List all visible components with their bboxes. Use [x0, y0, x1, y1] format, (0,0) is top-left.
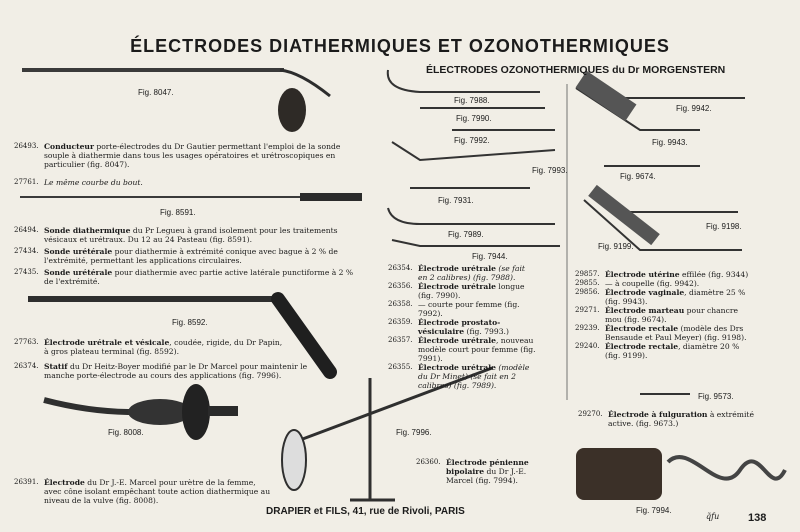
instrument-7994 — [576, 448, 785, 500]
fig-label-8591: Fig. 8591. — [160, 208, 196, 217]
fig-label-7944: Fig. 7944. — [472, 252, 508, 261]
publisher-mark: q̃fu — [706, 512, 720, 521]
fig-label-8008: Fig. 8008. — [108, 428, 144, 437]
desc-26374: 26374. Statif du Dr Heitz-Boyer modifié par le Dr Marcel pour maintenir le manche porte-électrode au cours des applications (fig. 7996). — [14, 362, 308, 380]
desc-27763: 27763. Électrode urétrale et vésicale, coudée, rigide, du Dr Papin, à gros plateau terminal (fig. 8592). — [14, 338, 283, 356]
desc-27761: 27761. Le même courbe du bout. — [14, 178, 143, 187]
section-subtitle: ÉLECTRODES OZONOTHERMIQUES du Dr MORGENSTERN — [426, 64, 726, 76]
fig-label-7994: Fig. 7994. — [636, 506, 672, 515]
page-title: ÉLECTRODES DIATHERMIQUES ET OZONOTHERMIQUES — [130, 36, 670, 56]
fig-label-9198: Fig. 9198. — [706, 222, 742, 231]
fig-label-7988: Fig. 7988. — [454, 96, 490, 105]
fig-label-7989: Fig. 7989. — [448, 230, 484, 239]
desc-27435: 27435. Sonde urétérale pour diathermie avec partie active latérale punctiforme à 2 % de l'extrémité. — [14, 268, 354, 286]
fig-label-7931: Fig. 7931. — [438, 196, 474, 205]
desc-26494: 26494. Sonde diathermique du Pr Legueu à grand isolement pour les traitements vésicaux et urétraux. Du 12 au 24 Pasteau (fig. 8591). — [14, 226, 338, 244]
desc-middle-list: 26354. Électrode urétrale (se fait en 2 calibres) (fig. 7988). 26356. Électrode urétrale longue (fig. 7990). 26358. — courte pour femme (fig. 7992). 26359. Électrode prostato-vésiculaire (fig. 7993.) 26357. Électrode urétrale, nouveau modèle court pour femme (fig. 7991). 26355. Électrode urétrale (modèle du Dr Minet) (se fait en 2 calibres) (fig. 7989). — [388, 264, 536, 390]
desc-26360: 26360. Électrode pénienne bipolaire du Dr J.-E. Marcel (fig. 7994). — [416, 458, 529, 485]
instrument-9943-pad — [576, 71, 637, 121]
fig-label-9674: Fig. 9674. — [620, 172, 656, 181]
desc-26391: 26391. Électrode du Dr J.-E. Marcel pour urètre de la femme, avec cône isolant empêchant toute action diathermique au niveau de la vulve (fig. 8008). — [14, 478, 271, 505]
fig-label-9943: Fig. 9943. — [652, 138, 688, 147]
desc-29270: 29270. Électrode à fulguration à extrémité active. (fig. 9673.) — [578, 410, 754, 428]
desc-27434: 27434. Sonde urétérale pour diathermie à extrémité conique avec bague à 2 % de l'extrémité, permettant les applications circulaires. — [14, 247, 338, 265]
fig-label-9199: Fig. 9199. — [598, 242, 634, 251]
fig-label-7993: Fig. 7993. — [532, 166, 568, 175]
desc-right-list: 29857. Électrode utérine effilée (fig. 9344) 29855. — à coupelle (fig. 9942). 29856. Électrode vaginale, diamètre 25 % (fig. 9943). 29271. Électrode marteau pour chancre mou (fig. 9674). 29239. Électrode rectale (modèle des Drs Bensaude et Paul Meyer) (fig. 9198). 29240. Électrode rectale, diamètre 20 % (fig. 9199). — [575, 270, 749, 360]
fig-label-8592: Fig. 8592. — [172, 318, 208, 327]
fig-label-7990: Fig. 7990. — [456, 114, 492, 123]
fig-label-7992: Fig. 7992. — [454, 136, 490, 145]
desc-26493: 26493. Conducteur porte-électrodes du Dr Gautier permettant l'emploi de la sonde souple à diathermie dans tous les usages opératoires et urétroscopiques en particulier (fig. 8047). — [14, 142, 341, 169]
fig-label-9942: Fig. 9942. — [676, 104, 712, 113]
page-number: 138 — [748, 512, 767, 524]
fig-label-9573: Fig. 9573. — [698, 392, 734, 401]
fig-label-7996: Fig. 7996. — [396, 428, 432, 437]
instrument-8592 — [14, 296, 330, 372]
publisher-footer: DRAPIER et FILS, 41, rue de Rivoli, PARIS — [266, 506, 465, 517]
instrument-8591 — [20, 193, 362, 201]
instrument-8047 — [22, 68, 330, 132]
fig-label-8047: Fig. 8047. — [138, 88, 174, 97]
